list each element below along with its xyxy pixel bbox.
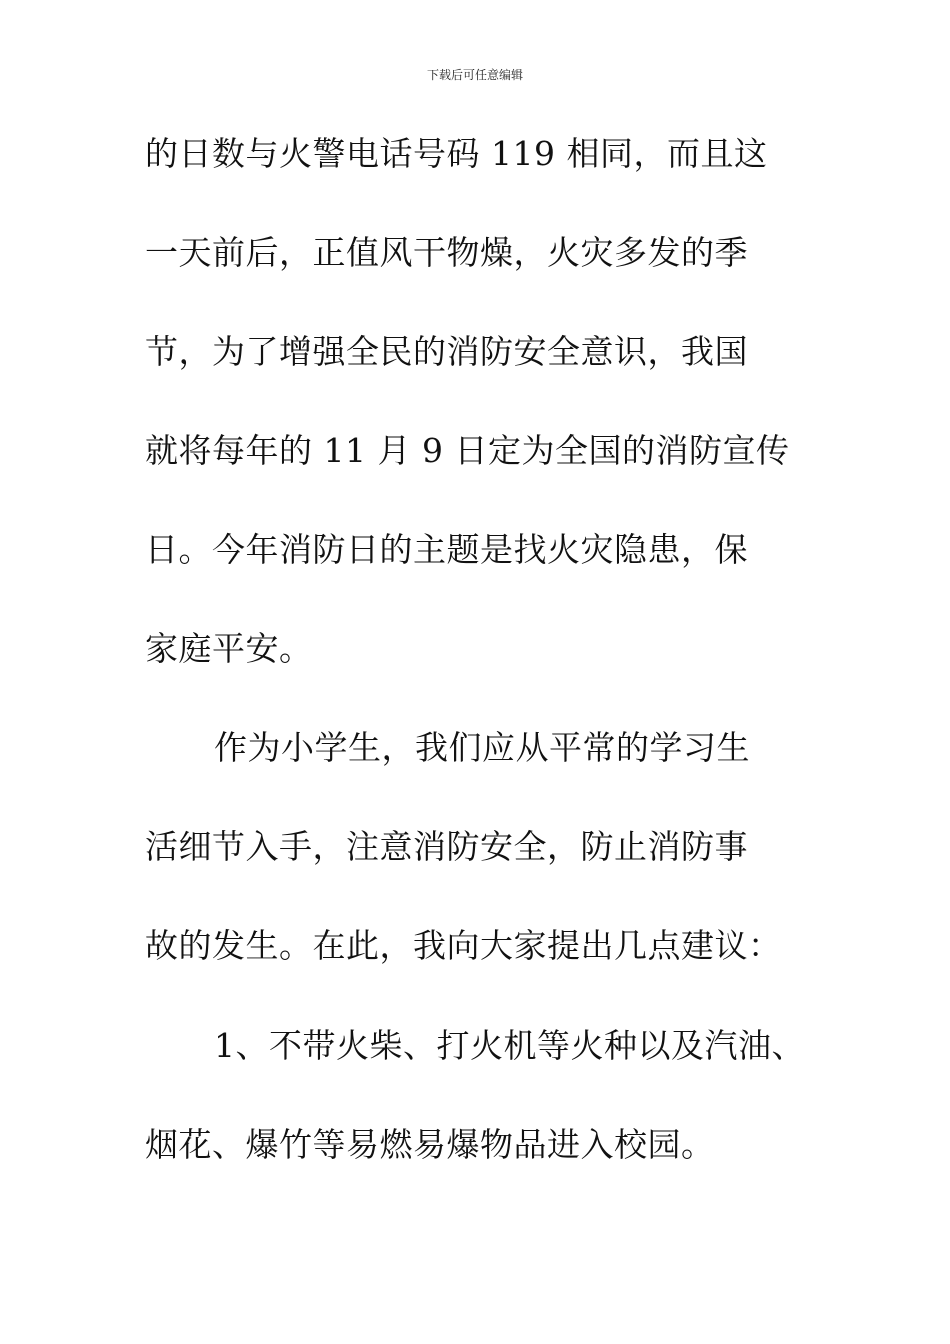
- body-line-4: 就将每年的 11 月 9 日定为全国的消防宣传: [145, 431, 790, 470]
- body-line-3: 节，为了增强全民的消防安全意识，我国: [145, 332, 748, 371]
- body-line-11: 烟花、爆竹等易燃易爆物品进入校园。: [145, 1125, 715, 1164]
- body-line-5: 日。今年消防日的主题是找火灾隐患，保: [145, 530, 748, 569]
- body-line-10: 1、不带火柴、打火机等火种以及汽油、: [214, 1026, 805, 1065]
- body-line-8: 活细节入手，注意消防安全，防止消防事: [145, 827, 748, 866]
- body-line-7: 作为小学生，我们应从平常的学习生: [214, 728, 750, 767]
- body-line-1: 的日数与火警电话号码 119 相同，而且这: [145, 134, 768, 173]
- body-line-9: 故的发生。在此，我向大家提出几点建议：: [145, 926, 782, 965]
- header-note: 下载后可任意编辑: [426, 68, 523, 82]
- body-line-6: 家庭平安。: [145, 629, 313, 668]
- body-line-2: 一天前后，正值风干物燥，火灾多发的季: [145, 233, 748, 272]
